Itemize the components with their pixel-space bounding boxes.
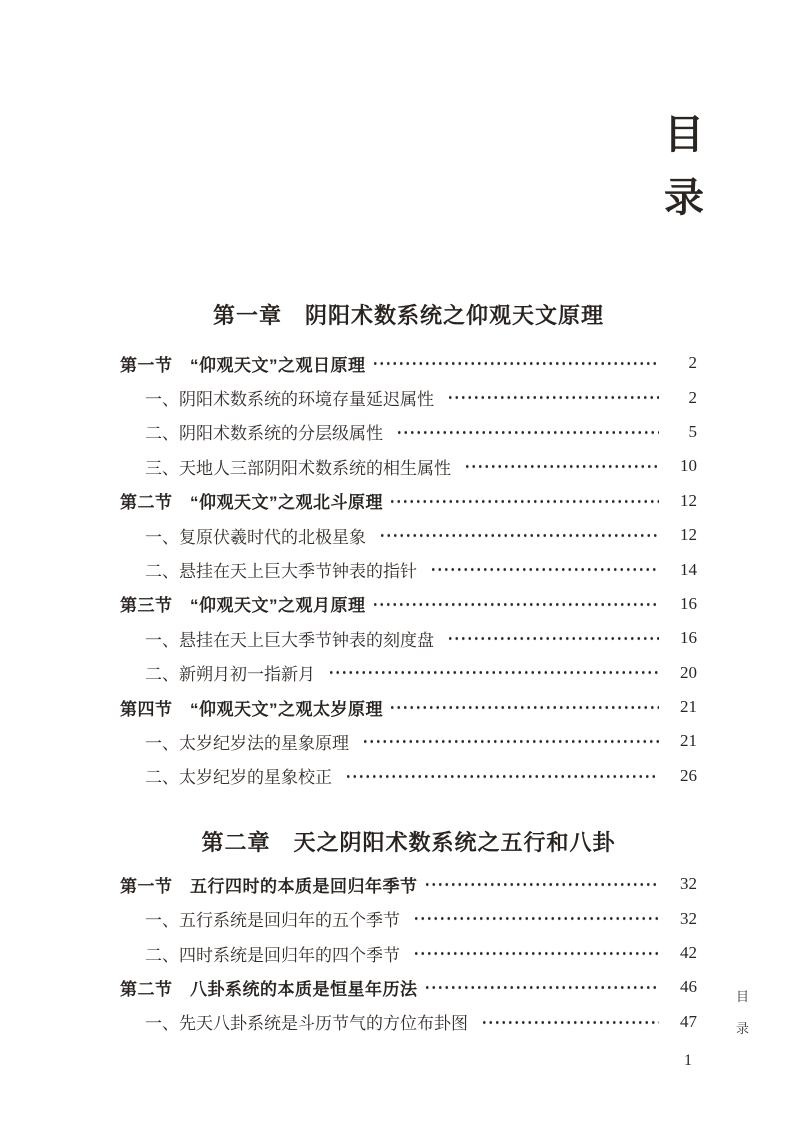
toc-entry-page: 12 bbox=[680, 525, 697, 545]
toc-section-row bbox=[120, 970, 697, 1004]
toc-entry-page: 26 bbox=[680, 765, 697, 785]
toc-entry-label: 三、天地人三部阴阳术数系统的相生属性 bbox=[145, 458, 451, 478]
toc-subitem-row bbox=[120, 621, 697, 655]
toc-entry-label: 第一节 “仰观天文”之观日原理 bbox=[120, 355, 366, 375]
toc-subitem-row bbox=[120, 936, 697, 970]
toc-entry-page: 10 bbox=[680, 456, 697, 476]
dot-leader bbox=[413, 936, 659, 970]
chapter-title: 第二章 天之阴阳术数系统之五行和八卦 bbox=[201, 830, 616, 856]
toc-entry-page: 2 bbox=[688, 387, 697, 407]
toc-section-row bbox=[120, 867, 697, 901]
toc-entry-label: 二、悬挂在天上巨大季节钟表的指针 bbox=[145, 562, 417, 582]
toc-entry-page: 2 bbox=[688, 353, 697, 373]
toc-section-row bbox=[120, 690, 697, 724]
toc-title-char-1: 目 bbox=[664, 112, 704, 157]
toc-entry-page: 12 bbox=[680, 490, 697, 510]
toc-entry-page: 32 bbox=[680, 874, 697, 894]
dot-leader bbox=[447, 621, 659, 655]
toc-entry-page: 47 bbox=[680, 1011, 697, 1031]
dot-leader bbox=[372, 587, 660, 621]
dot-leader bbox=[389, 484, 659, 518]
toc-entry-label: 一、悬挂在天上巨大季节钟表的刻度盘 bbox=[145, 630, 434, 650]
toc-entry-label: 第四节 “仰观天文”之观太岁原理 bbox=[120, 699, 383, 719]
dot-leader bbox=[430, 552, 659, 586]
chapter-title: 第一章 阴阳术数系统之仰观天文原理 bbox=[212, 303, 604, 328]
toc-entry-label: 二、四时系统是回归年的四个季节 bbox=[145, 945, 400, 965]
toc-title-char-2: 录 bbox=[664, 175, 704, 220]
toc-entry-page: 32 bbox=[680, 908, 697, 928]
toc-subitem-row bbox=[120, 380, 697, 414]
toc-entry-page: 5 bbox=[688, 421, 697, 441]
dot-leader bbox=[424, 867, 660, 901]
toc bbox=[120, 300, 697, 1039]
toc-subitem-row bbox=[120, 415, 697, 449]
dot-leader bbox=[464, 449, 659, 483]
dot-leader bbox=[345, 759, 659, 793]
toc-entry-label: 一、先天八卦系统是斗历节气的方位布卦图 bbox=[145, 1014, 468, 1034]
dot-leader bbox=[413, 901, 659, 935]
toc-entry-label: 二、太岁纪岁的星象校正 bbox=[145, 768, 332, 788]
margin-label-char-1: 目 bbox=[736, 989, 750, 1004]
toc-entry-label: 一、五行系统是回归年的五个季节 bbox=[145, 911, 400, 931]
toc-entry-label: 二、阴阳术数系统的分层级属性 bbox=[145, 424, 383, 444]
dot-leader bbox=[372, 346, 660, 380]
toc-entry-page: 21 bbox=[680, 731, 697, 751]
toc-entry-page: 46 bbox=[680, 977, 697, 997]
margin-label-char-2: 录 bbox=[736, 1021, 750, 1036]
toc-entry-label: 第二节 八卦系统的本质是恒星年历法 bbox=[120, 979, 418, 999]
toc-entry-label: 第二节 “仰观天文”之观北斗原理 bbox=[120, 493, 383, 513]
toc-entry-page: 21 bbox=[680, 697, 697, 717]
dot-leader bbox=[396, 415, 659, 449]
toc-subitem-row bbox=[120, 759, 697, 793]
toc-subitem-row bbox=[120, 901, 697, 935]
toc-page-title bbox=[664, 114, 704, 219]
dot-leader bbox=[389, 690, 659, 724]
toc-entry-label: 一、阴阳术数系统的环境存量延迟属性 bbox=[145, 390, 434, 410]
toc-subitem-row bbox=[120, 1005, 697, 1039]
dot-leader bbox=[328, 656, 659, 690]
toc-entry-page: 16 bbox=[680, 593, 697, 613]
dot-leader bbox=[447, 380, 659, 414]
toc-subitem-row bbox=[120, 656, 697, 690]
toc-section-row bbox=[120, 346, 697, 380]
dot-leader bbox=[481, 1005, 659, 1039]
margin-running-label bbox=[736, 986, 749, 1037]
dot-leader bbox=[379, 518, 659, 552]
toc-entry-page: 20 bbox=[680, 662, 697, 682]
toc-entry-label: 一、太岁纪岁法的星象原理 bbox=[145, 733, 349, 753]
toc-entry-page: 16 bbox=[680, 628, 697, 648]
dot-leader bbox=[362, 724, 659, 758]
toc-subitem-row bbox=[120, 552, 697, 586]
toc-entry-label: 一、复原伏羲时代的北极星象 bbox=[145, 527, 366, 547]
toc-entry-page: 42 bbox=[680, 943, 697, 963]
toc-entry-label: 第三节 “仰观天文”之观月原理 bbox=[120, 596, 366, 616]
folio-page-number: 1 bbox=[684, 1052, 692, 1069]
toc-subitem-row bbox=[120, 449, 697, 483]
toc-section-row bbox=[120, 484, 697, 518]
toc-subitem-row bbox=[120, 724, 697, 758]
toc-entry-page: 14 bbox=[680, 559, 697, 579]
dot-leader bbox=[424, 970, 660, 1004]
toc-section-row bbox=[120, 587, 697, 621]
toc-subitem-row bbox=[120, 518, 697, 552]
toc-entry-label: 第一节 五行四时的本质是回归年季节 bbox=[120, 876, 418, 896]
toc-entry-label: 二、新朔月初一指新月 bbox=[145, 665, 315, 685]
